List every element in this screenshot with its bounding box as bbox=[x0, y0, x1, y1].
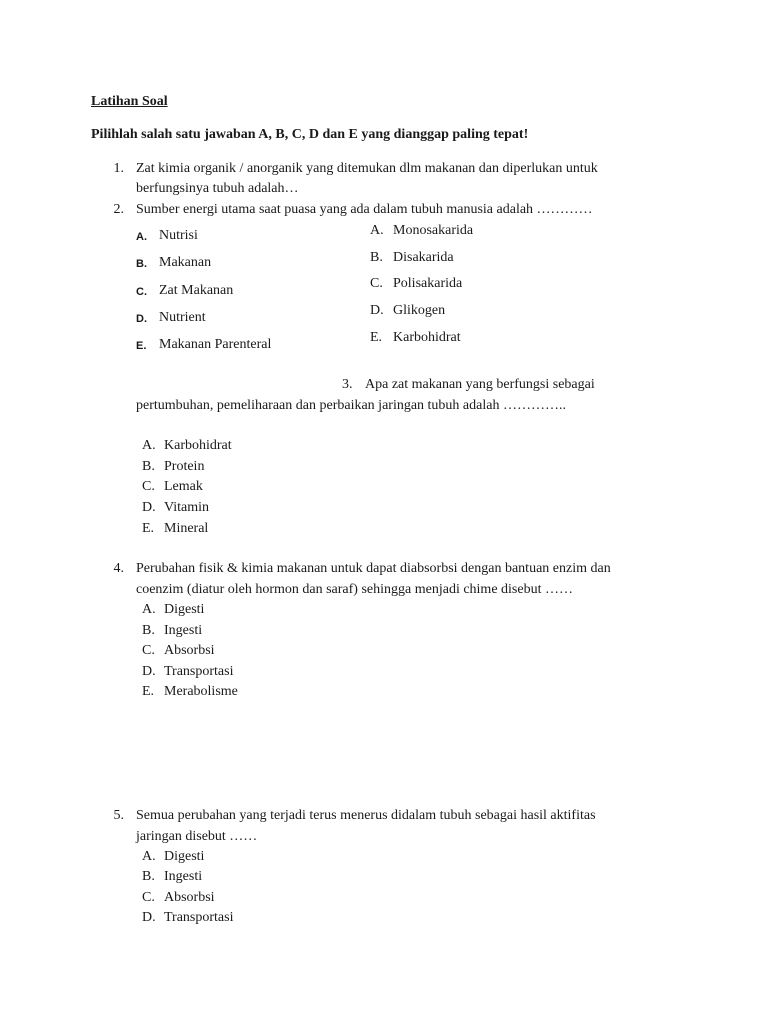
option-text: Makanan bbox=[159, 255, 212, 270]
question-number: 4. bbox=[113, 561, 124, 576]
option-letter: D. bbox=[136, 313, 147, 325]
option-letter: B. bbox=[142, 623, 155, 638]
option-text: Makanan Parenteral bbox=[159, 337, 272, 352]
option-letter: E. bbox=[142, 521, 155, 536]
option-text: Nutrient bbox=[159, 310, 206, 325]
question-number: 3. bbox=[342, 377, 353, 392]
question-number: 2. bbox=[113, 202, 124, 217]
option-letter: E. bbox=[142, 684, 155, 699]
option-text: Digesti bbox=[164, 849, 205, 864]
option-letter: D. bbox=[370, 303, 384, 318]
option-letter: A. bbox=[142, 602, 156, 617]
option-letter: A. bbox=[142, 438, 156, 453]
option-text: Disakarida bbox=[393, 250, 454, 265]
option-text: Ingesti bbox=[164, 869, 203, 884]
option-text: Ingesti bbox=[164, 623, 203, 638]
option-letter: D. bbox=[142, 664, 156, 679]
option-text: Monosakarida bbox=[393, 223, 474, 238]
option-text: Karbohidrat bbox=[164, 438, 232, 453]
option-text: Transportasi bbox=[164, 910, 234, 925]
question-text: Perubahan fisik & kimia makanan untuk dapat diabsorbsi dengan bantuan enzim dan bbox=[136, 561, 611, 576]
option-text: Glikogen bbox=[393, 303, 446, 318]
question-text: coenzim (diatur oleh hormon dan saraf) sehingga menjadi chime disebut …… bbox=[136, 582, 573, 597]
option-text: Lemak bbox=[164, 479, 203, 494]
question-text: Semua perubahan yang terjadi terus menerus didalam tubuh sebagai hasil aktifitas bbox=[136, 808, 596, 823]
question-text: berfungsinya tubuh adalah… bbox=[136, 181, 299, 196]
question-number: 5. bbox=[113, 808, 124, 823]
option-letter: D. bbox=[142, 910, 156, 925]
question-text: Sumber energi utama saat puasa yang ada dalam tubuh manusia adalah ………… bbox=[136, 202, 593, 217]
option-letter: A. bbox=[370, 223, 384, 238]
option-letter: B. bbox=[136, 258, 147, 270]
option-letter: C. bbox=[142, 643, 155, 658]
option-text: Polisakarida bbox=[393, 276, 463, 291]
option-letter: B. bbox=[142, 459, 155, 474]
option-letter: B. bbox=[142, 869, 155, 884]
option-letter: C. bbox=[142, 890, 155, 905]
instruction-text: Pilihlah salah satu jawaban A, B, C, D dan E yang dianggap paling tepat! bbox=[91, 127, 529, 142]
option-text: Transportasi bbox=[164, 664, 234, 679]
question-text: jaringan disebut …… bbox=[136, 829, 258, 844]
question-text: Zat kimia organik / anorganik yang ditemukan dlm makanan dan diperlukan untuk bbox=[136, 161, 598, 176]
option-letter: E. bbox=[370, 330, 383, 345]
option-text: Absorbsi bbox=[164, 643, 215, 658]
option-letter: E. bbox=[136, 340, 147, 352]
option-letter: D. bbox=[142, 500, 156, 515]
option-text: Digesti bbox=[164, 602, 205, 617]
option-text: Karbohidrat bbox=[393, 330, 461, 345]
option-text: Absorbsi bbox=[164, 890, 215, 905]
option-letter: C. bbox=[136, 286, 147, 298]
option-text: Zat Makanan bbox=[159, 283, 234, 298]
option-letter: B. bbox=[370, 250, 383, 265]
option-letter: C. bbox=[370, 276, 383, 291]
option-letter: A. bbox=[142, 849, 156, 864]
option-text: Vitamin bbox=[164, 500, 210, 515]
option-text: Protein bbox=[164, 459, 205, 474]
option-text: Nutrisi bbox=[159, 228, 198, 243]
option-text: Merabolisme bbox=[164, 684, 238, 699]
question-number: 1. bbox=[113, 161, 124, 176]
option-text: Mineral bbox=[164, 521, 209, 536]
page-title: Latihan Soal bbox=[91, 94, 168, 109]
question-text: pertumbuhan, pemeliharaan dan perbaikan jaringan tubuh adalah ………….. bbox=[136, 398, 566, 413]
option-letter: A. bbox=[136, 231, 147, 243]
option-letter: C. bbox=[142, 479, 155, 494]
question-text: Apa zat makanan yang berfungsi sebagai bbox=[365, 377, 595, 392]
